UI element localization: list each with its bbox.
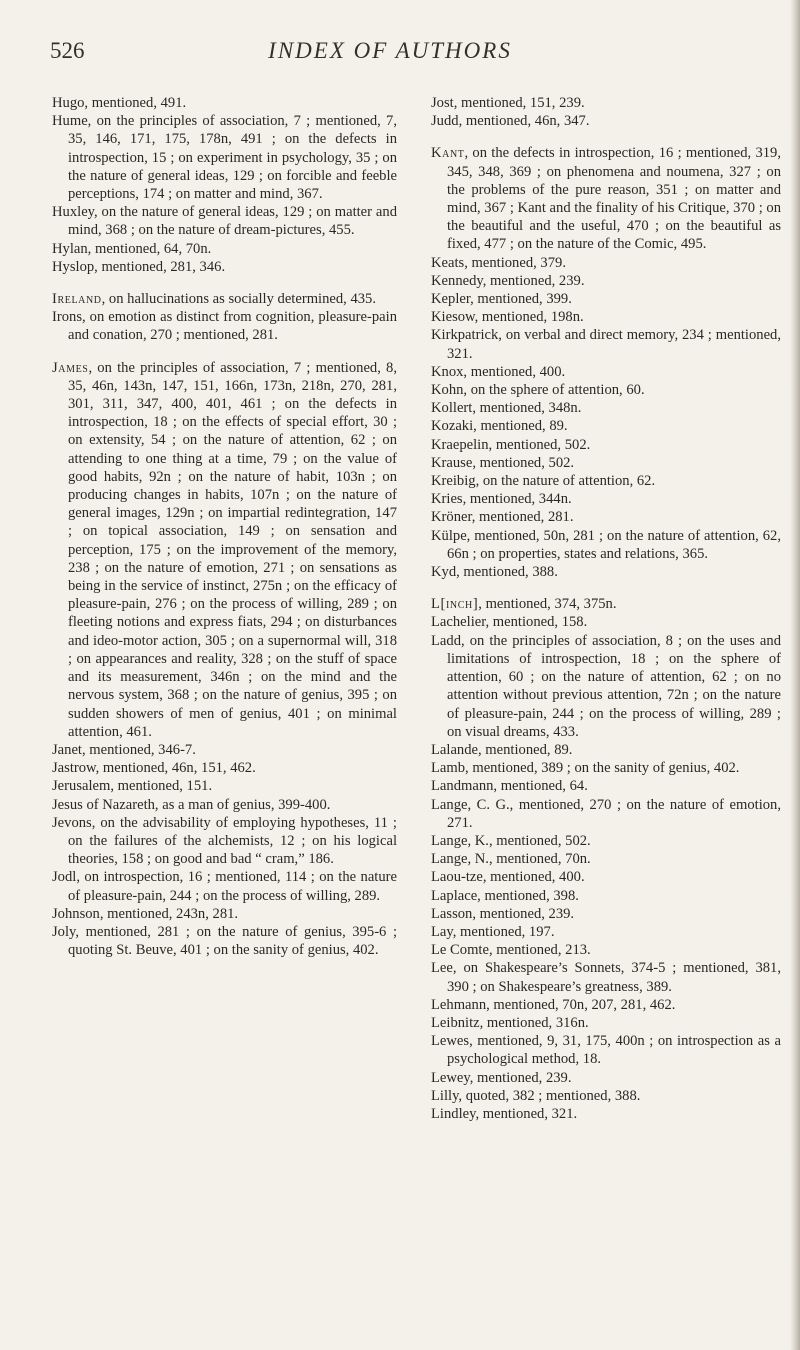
index-entry: Laplace, mentioned, 398.: [431, 887, 579, 904]
running-head: INDEX OF AUTHORS: [268, 38, 512, 63]
index-entry: Le Comte, mentioned, 213.: [431, 942, 591, 959]
index-entry: Jevons, on the advisability of employing hypotheses, 11 ; on the failures of the alchemists, 12 ; on his logical theories, 158 ; on good and bad “ cram,” 186.: [52, 814, 397, 868]
index-column-left: [52, 94, 397, 959]
index-entry: Kennedy, mentioned, 239.: [431, 272, 585, 289]
index-entry: Kreibig, on the nature of attention, 62.: [431, 473, 656, 490]
index-entry: Külpe, mentioned, 50n, 281 ; on the nature of attention, 62, 66n ; on properties, states and relations, 365.: [431, 527, 781, 562]
index-entry: Lachelier, mentioned, 158.: [431, 614, 588, 631]
index-entry: Lange, C. G., mentioned, 270 ; on the nature of emotion, 271.: [431, 796, 781, 831]
entry-headword: Kant: [431, 145, 465, 162]
entry-headword: Ireland: [52, 291, 102, 308]
index-entry: Knox, mentioned, 400.: [431, 363, 566, 380]
index-entry: Kollert, mentioned, 348n.: [431, 400, 582, 417]
index-entry: Kiesow, mentioned, 198n.: [431, 309, 584, 326]
index-entry: Judd, mentioned, 46n, 347.: [431, 113, 590, 130]
index-entry: Laou-tze, mentioned, 400.: [431, 869, 585, 886]
index-entry: Lalande, mentioned, 89.: [431, 741, 573, 758]
index-entry: Lee, on Shakespeare’s Sonnets, 374-5 ; mentioned, 381, 390 ; on Shakespeare’s greatness, 389.: [431, 960, 781, 995]
index-entry: Lindley, mentioned, 321.: [431, 1105, 578, 1122]
index-entry: L[inch], mentioned, 374, 375n.: [431, 596, 617, 613]
index-entry: Hylan, mentioned, 64, 70n.: [52, 240, 212, 257]
index-entry: Lehmann, mentioned, 70n, 207, 281, 462.: [431, 996, 676, 1013]
index-entry: Janet, mentioned, 346-7.: [52, 741, 196, 758]
index-entry: Kröner, mentioned, 281.: [431, 509, 574, 526]
index-entry: Jost, mentioned, 151, 239.: [431, 95, 585, 111]
index-entry: Lamb, mentioned, 389 ; on the sanity of genius, 402.: [431, 760, 740, 777]
page-edge-shadow: [790, 0, 800, 1350]
index-entry: Lay, mentioned, 197.: [431, 923, 555, 940]
index-entry: Lange, K., mentioned, 502.: [431, 832, 591, 849]
index-entry: Lasson, mentioned, 239.: [431, 905, 575, 922]
index-entry: Lange, N., mentioned, 70n.: [431, 851, 591, 868]
index-entry: Kozaki, mentioned, 89.: [431, 418, 568, 435]
index-entry: James, on the principles of association, 7 ; mentioned, 8, 35, 46n, 143n, 147, 151, 166n, 173n, 218n, 270, 281, 301, 311, 347, 400, 401, 461 ; on the defects in introspection, 18 ; on the effects of special effort, 30 ; on extensity, 54 ; on the nature of attention, 62 ; on attending to one thing at a time, 79 ; on the value of good habits, 92n ; on the nature of habit, 103n ; on producing changes in habits, 107n ; on the nature of general images, 129n ; on impartial redintegration, 147 ; on topical association, 149 ; on sensation and perception, 175 ; on the improvement of the memory, 238 ; on the nature of emotion, 271 ; on sensations as being in the service of instinct, 275n ; on the efficacy of pleasure-pain, 276 ; on the process of willing, 289 ; on fleeting notions and express fiats, 294 ; on disturbances and ideo-motor action, 305 ; on a supernormal will, 318 ; on appearances and reality, 328 ; on the stuff of space and its measurement, 346n ; on the mind and the nervous system, 368 ; on the nature of genius, 395 ; on sudden showers of men of genius, 401 ; on minimal attention, 461.: [52, 359, 397, 740]
entry-headword: James: [52, 359, 89, 376]
index-entry: Jastrow, mentioned, 46n, 151, 462.: [52, 760, 256, 777]
index-entry: Krause, mentioned, 502.: [431, 454, 575, 471]
index-entry: Lewes, mentioned, 9, 31, 175, 400n ; on introspection as a psychological method, 18.: [431, 1033, 781, 1068]
index-entry: Kepler, mentioned, 399.: [431, 291, 572, 308]
index-entry: Lewey, mentioned, 239.: [431, 1069, 572, 1086]
index-entry: Joly, mentioned, 281 ; on the nature of genius, 395-6 ; quoting St. Beuve, 401 ; on the sanity of genius, 402.: [52, 923, 397, 959]
index-entry: Johnson, mentioned, 243n, 281.: [52, 905, 239, 922]
index-entry: Leibnitz, mentioned, 316n.: [431, 1014, 589, 1031]
index-entry: Jodl, on introspection, 16 ; mentioned, 114 ; on the nature of pleasure-pain, 244 ; on the process of willing, 289.: [52, 869, 397, 904]
index-entry: Kries, mentioned, 344n.: [431, 491, 572, 508]
entry-headword: L[inch]: [431, 596, 479, 613]
index-entry: Kyd, mentioned, 388.: [431, 564, 558, 581]
index-entry: Keats, mentioned, 379.: [431, 254, 566, 271]
index-entry: Kraepelin, mentioned, 502.: [431, 436, 591, 453]
index-entry: Kohn, on the sphere of attention, 60.: [431, 382, 645, 399]
index-entry: Landmann, mentioned, 64.: [431, 778, 588, 795]
page-number: 526: [50, 38, 85, 63]
index-entry: Huxley, on the nature of general ideas, 129 ; on matter and mind, 368 ; on the nature of dream-pictures, 455.: [52, 204, 397, 239]
index-entry: Kirkpatrick, on verbal and direct memory, 234 ; mentioned, 321.: [431, 327, 781, 362]
index-entry: Ireland, on hallucinations as socially determined, 435.: [52, 291, 377, 308]
index-entry: Hume, on the principles of association, 7 ; mentioned, 7, 35, 146, 171, 175, 178n, 491 ; on the defects in introspection, 15 ; on experiment in psychology, 35 ; on the nature of general ideas, 129 ; on forcible and feeble perceptions, 174 ; on matter and mind, 367.: [52, 113, 397, 203]
index-entry: Hugo, mentioned, 491.: [52, 95, 187, 111]
index-entry: Ladd, on the principles of association, 8 ; on the uses and limitations of introspection, 18 ; on the sphere of attention, 60 ; on the nature of attention, 62 ; on no attention without previous attention, 72n ; on the nature of pleasure-pain, 244 ; on the process of willing, 289 ; on visual dreams, 433.: [431, 632, 781, 740]
index-column-right: [431, 94, 781, 1123]
index-entry: Lilly, quoted, 382 ; mentioned, 388.: [431, 1087, 641, 1104]
index-entry: Jesus of Nazareth, as a man of genius, 399-400.: [52, 796, 331, 813]
index-entry: Irons, on emotion as distinct from cognition, pleasure-pain and conation, 270 ; mentioned, 281.: [52, 309, 397, 344]
index-entry: Jerusalem, mentioned, 151.: [52, 778, 213, 795]
page-header: [50, 38, 730, 74]
index-entry: Kant, on the defects in introspection, 16 ; mentioned, 319, 345, 348, 369 ; on phenomena and noumena, 327 ; on the problems of the pure reason, 351 ; on matter and mind, 367 ; Kant and the finality of his Critique, 370 ; on the beautiful and the useful, 470 ; on the beautiful as fixed, 477 ; on the nature of the Comic, 495.: [431, 145, 781, 253]
index-entry: Hyslop, mentioned, 281, 346.: [52, 258, 226, 275]
